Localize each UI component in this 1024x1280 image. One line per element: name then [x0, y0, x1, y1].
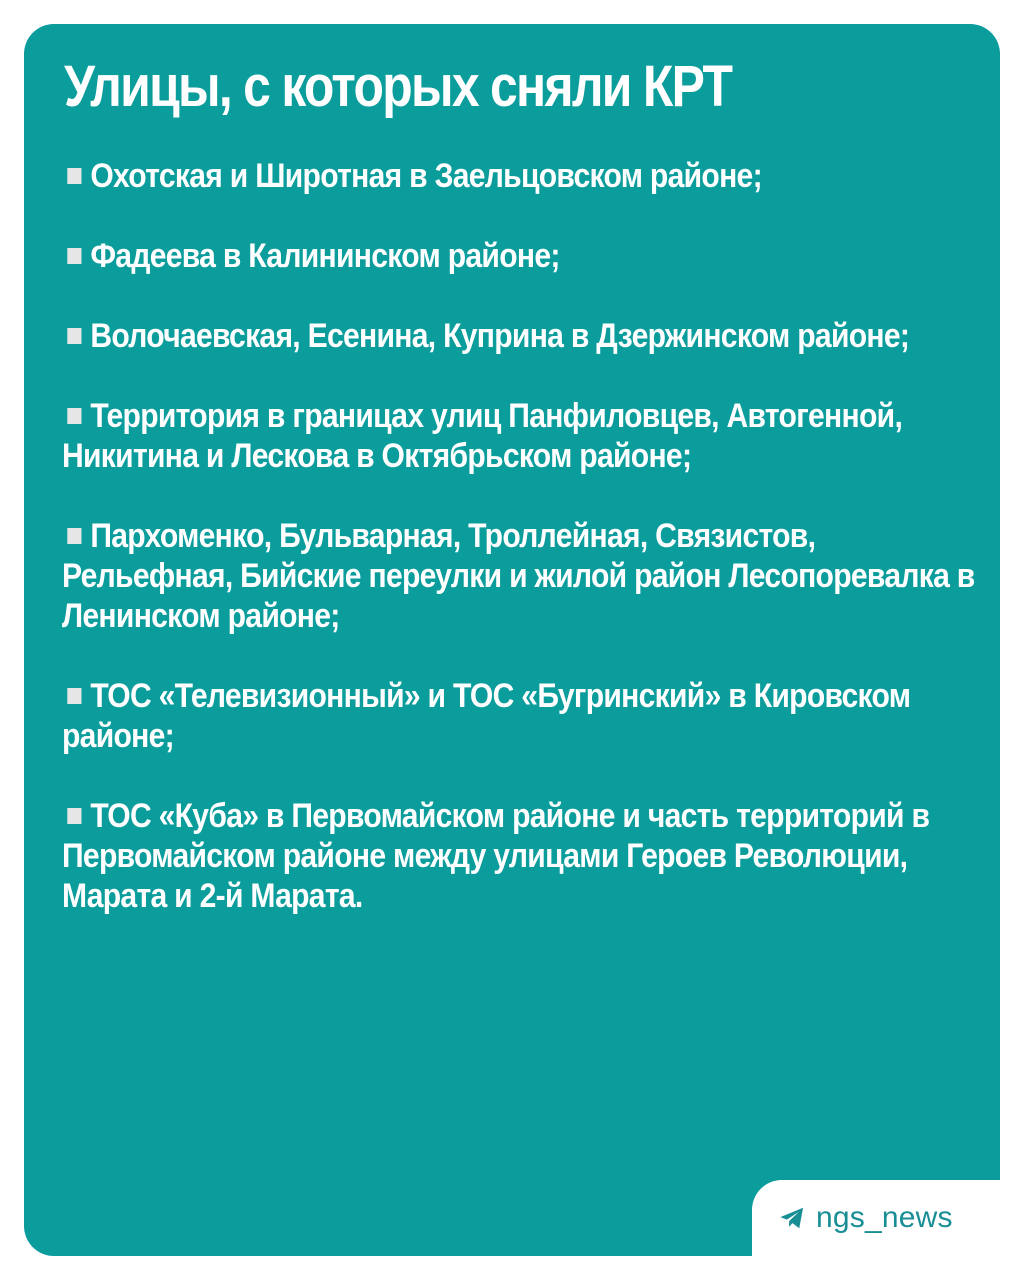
street-list [62, 156, 982, 956]
list-item [62, 156, 982, 196]
content-card [24, 24, 1000, 1256]
list-item-text: Охотская и Широтная в Заельцовском районе; [90, 157, 762, 195]
list-item [62, 236, 982, 276]
list-item-text: ТОС «Телевизионный» и ТОС «Бугринский» в Кировском районе; [62, 677, 911, 755]
square-bullet-icon [67, 248, 81, 264]
list-item [62, 316, 982, 356]
square-bullet-icon [67, 408, 81, 424]
list-item-text: Волочаевская, Есенина, Куприна в Дзержинском районе; [90, 317, 910, 355]
brand-link[interactable] [778, 1198, 953, 1238]
list-item-text: Фадеева в Калининском районе; [90, 237, 560, 275]
square-bullet-icon [67, 808, 81, 824]
brand-label: ngs_news [816, 1201, 953, 1234]
list-item [62, 516, 982, 636]
square-bullet-icon [67, 328, 81, 344]
square-bullet-icon [67, 688, 81, 704]
list-item-text: ТОС «Куба» в Первомайском районе и часть территорий в Первомайском районе между улицами Героев Революции, Марата и 2-й Марата. [62, 797, 930, 915]
page-title: Улицы, с которых сняли КРТ [64, 54, 732, 119]
list-item [62, 396, 982, 476]
list-item [62, 676, 982, 756]
list-item-text: Территория в границах улиц Панфиловцев, Автогенной, Никитина и Лескова в Октябрьском районе; [62, 397, 903, 475]
telegram-icon [778, 1204, 806, 1232]
square-bullet-icon [67, 528, 81, 544]
square-bullet-icon [67, 168, 81, 184]
list-item-text: Пархоменко, Бульварная, Троллейная, Связистов, Рельефная, Бийские переулки и жилой район Лесопоревалка в Ленинском районе; [62, 517, 975, 635]
list-item [62, 796, 982, 916]
